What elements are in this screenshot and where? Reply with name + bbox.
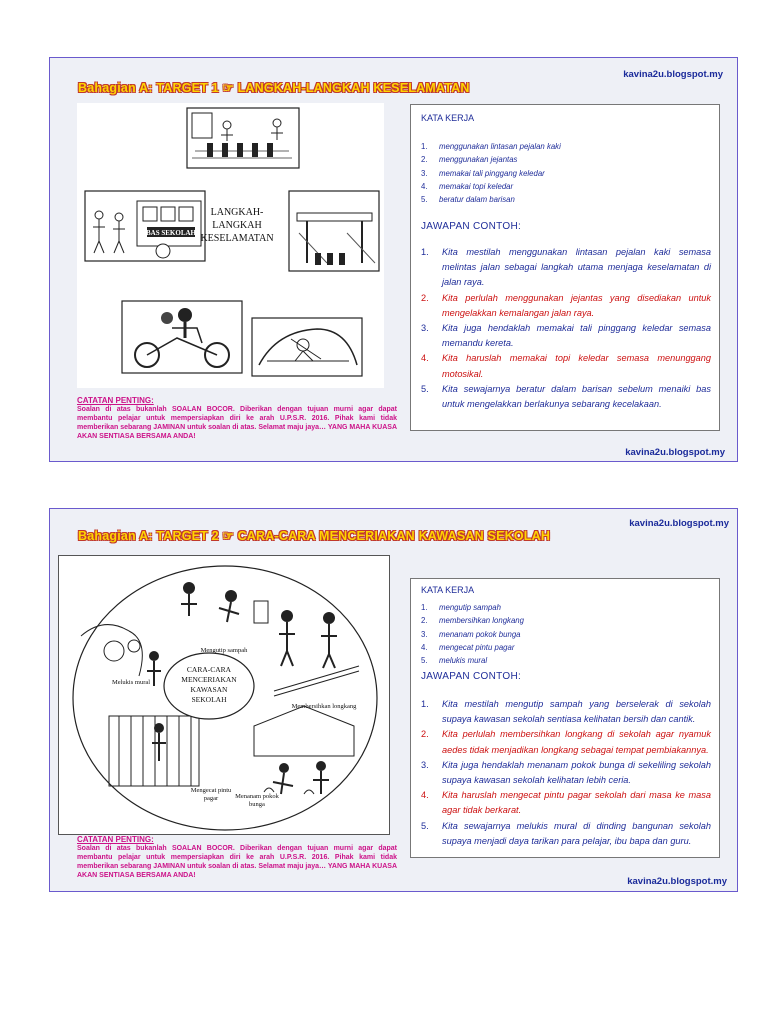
important-note: [77, 396, 397, 441]
list-item: 3. memakai tali pinggang keledar: [421, 168, 545, 178]
illustration-caption-2: MENCERIAKAN: [181, 675, 237, 684]
list-item: 1. Kita mestilah menggunakan lintasan pejalan kaki semasa melintas jalan sebagai langkah utama menjaga keselamatan di jalan raya.: [421, 247, 711, 288]
flower-scene: [254, 706, 354, 794]
illustration-caption-3: KESELAMATAN: [200, 233, 274, 244]
kata-kerja-list: [421, 140, 561, 206]
illustration-caption-1: CARA-CARA: [186, 665, 232, 674]
list-item: 3. Kita juga hendaklah menanam pokok bunga di sekeliling sekolah supaya kawasan sekolah kelihatan lebih ceria.: [421, 759, 711, 786]
list-item: 5. Kita sewajarnya melukis mural di dinding bangunan sekolah supaya menjadi daya tarikan para pelajar, ibu bapa dan guru.: [421, 820, 711, 846]
note-body: Soalan di atas bukanlah SOALAN BOCOR. Diberikan dengan tujuan murni agar dapat membantu pelajar untuk mempersiapkan diri ke arah U.P.S.R. 2016. Pihak kami tidak memberikan sebarang JAMINAN untuk soalan di atas. Selamat maju jaya… YANG MAHA KUASA AKAN SENTIASA BERSAMA ANDA!: [77, 406, 397, 440]
kata-kerja-list: [421, 601, 524, 667]
list-item: 5. melukis mural: [421, 656, 488, 666]
list-item: 2. Kita perlulah membersihkan longkang di sekolah agar nyamuk aedes tidak menjadikan longkang sebagai tempat pembiakannya.: [421, 729, 711, 755]
card-target-2: [49, 508, 738, 892]
zebra-crossing-scene: [187, 108, 299, 168]
site-link-bottom[interactable]: kavina2u.blogspot.my: [627, 876, 727, 887]
illustration-caption-1: LANGKAH-: [210, 207, 264, 218]
card-title: Bahagian A: TARGET 1 ☞ LANGKAH-LANGKAH KESELAMATAN: [78, 81, 470, 95]
rubbish-scene: [181, 582, 268, 623]
kata-kerja-heading: KATA KERJA: [421, 113, 475, 123]
label-sampah: Mengutip sampah: [200, 647, 248, 654]
list-item: 4. memakai topi keledar: [421, 181, 514, 191]
pedestrian-bridge-scene: [289, 191, 379, 271]
list-item: 2. Kita perlulah menggunakan jejantas yang disediakan untuk mengelakkan kemalangan jalan raya.: [421, 292, 711, 318]
jawapan-heading: JAWAPAN CONTOH:: [421, 671, 522, 682]
list-item: 1. Kita mestilah mengutip sampah yang berselerak di sekolah supaya kawasan sekolah sentiasa kelihatan bersih dan cantik.: [421, 699, 711, 725]
label-bunga-1: Menanam pokok: [235, 793, 279, 800]
list-item: 2. menggunakan jejantas: [421, 155, 518, 165]
illustration-caption-2: LANGKAH: [212, 220, 262, 231]
list-item: 4. mengecat pintu pagar: [421, 642, 515, 652]
list-item: 4. Kita haruslah memakai topi keledar semasa menunggang motosikal.: [421, 353, 711, 379]
note-heading: CATATAN PENTING:: [77, 835, 154, 844]
card-target-1: [49, 57, 738, 462]
illustration-school: [58, 555, 390, 835]
list-item: 5. beratur dalam barisan: [421, 195, 515, 205]
school-bus-scene: [85, 191, 205, 261]
jawapan-list: [421, 697, 711, 849]
list-item: 2. membersihkan longkang: [421, 616, 524, 626]
site-link-bottom[interactable]: kavina2u.blogspot.my: [625, 447, 725, 458]
illustration-safety: [77, 103, 384, 388]
list-item: 5. Kita sewajarnya beratur dalam barisan sebelum menaiki bas untuk mengelakkan berlakunya sebarang kecelakaan.: [421, 383, 711, 410]
illustration-caption-3: KAWASAN: [190, 685, 228, 694]
jawapan-heading: JAWAPAN CONTOH:: [421, 221, 522, 232]
gate-scene: [109, 716, 199, 786]
answer-panel: [410, 104, 720, 431]
label-pagar-1: Mengecat pintu: [190, 787, 232, 794]
note-body: Soalan di atas bukanlah SOALAN BOCOR. Diberikan dengan tujuan murni agar dapat membantu pelajar untuk mempersiapkan diri ke arah U.P.S.R. 2016. Pihak kami tidak memberikan sebarang JAMINAN untuk soalan di atas. Selamat maju jaya… YANG MAHA KUASA AKAN SENTIASA BERSAMA ANDA!: [77, 845, 397, 879]
motorcycle-scene: [122, 301, 242, 373]
list-item: 3. Kita juga hendaklah memakai tali pinggang keledar semasa memandu kereta.: [421, 323, 711, 349]
mural-scene: [81, 625, 161, 686]
drain-scene: [274, 610, 359, 696]
jawapan-list: [421, 245, 711, 412]
label-bunga-2: bunga: [249, 801, 265, 808]
label-pagar-2: pagar: [203, 795, 219, 802]
bus-label: BAS SEKOLAH: [146, 229, 196, 237]
car-scene: [252, 318, 362, 376]
answer-panel: [410, 578, 720, 858]
important-note: [77, 835, 397, 880]
list-item: 3. menanam pokok bunga: [421, 629, 521, 639]
note-heading: CATATAN PENTING:: [77, 396, 154, 405]
list-item: 1. menggunakan lintasan pejalan kaki: [421, 142, 561, 151]
list-item: 1. mengutip sampah: [421, 603, 501, 612]
illustration-caption-4: SEKOLAH: [191, 695, 227, 704]
kata-kerja-heading: KATA KERJA: [421, 585, 475, 595]
label-mural: Melukis mural: [111, 679, 151, 686]
label-longkang: Membersihkan longkang: [291, 703, 357, 710]
list-item: 4. Kita haruslah mengecat pintu pagar sekolah dari masa ke masa agar tidak berkarat.: [421, 790, 711, 816]
card-title: Bahagian A: TARGET 2 ☞ CARA-CARA MENCERIAKAN KAWASAN SEKOLAH: [78, 529, 551, 543]
site-link-top[interactable]: kavina2u.blogspot.my: [629, 518, 729, 529]
site-link-top[interactable]: kavina2u.blogspot.my: [623, 69, 723, 80]
